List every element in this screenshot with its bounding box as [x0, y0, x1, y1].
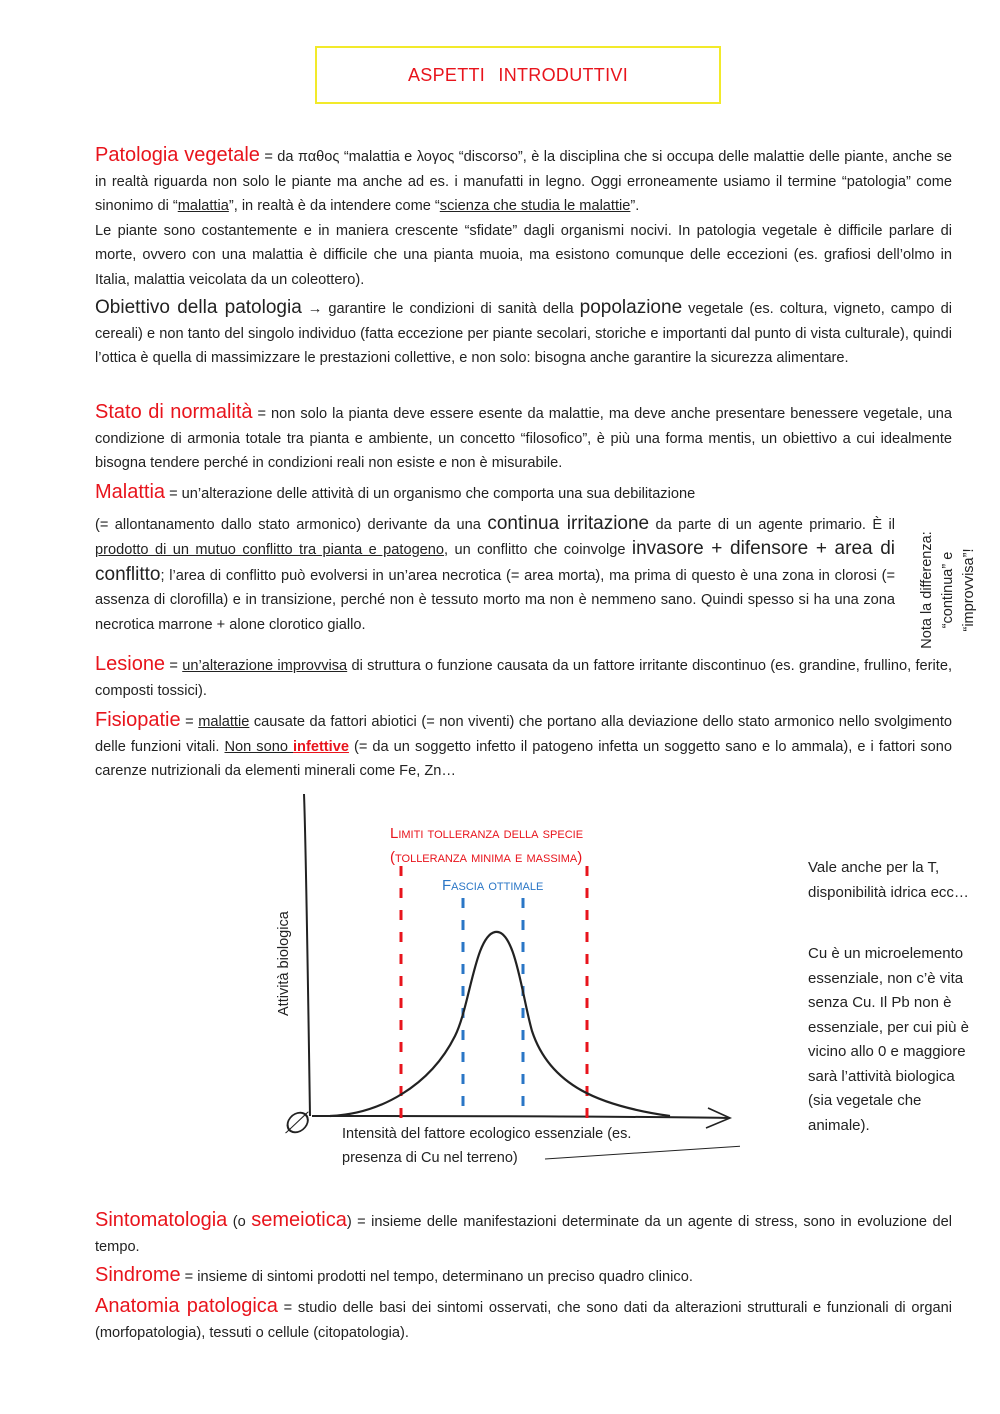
emphasis-popolazione: popolazione — [579, 297, 683, 318]
text: = insieme di sintomi prodotti nel tempo, determinano un preciso quadro clinico. — [180, 1269, 693, 1285]
optimal-band-label: Fascia ottimale — [442, 877, 544, 894]
x-axis-label — [342, 1122, 631, 1170]
x-axis-label-line1: Intensità del fattore ecologico essenziale (es. — [342, 1126, 632, 1142]
underlined-text: scienza che studia le malattie — [439, 198, 631, 214]
term-stato-normalita: Stato di normalità — [95, 401, 253, 423]
underlined-text: malattie — [198, 714, 250, 730]
side-note — [917, 520, 997, 660]
term-sindrome: Sindrome — [95, 1264, 181, 1286]
tolerance-limits-label — [390, 822, 583, 870]
activity-curve — [330, 932, 670, 1116]
text: di struttura o funzione causata da un fattore irritante discontinuo (es. grandine, frullino, ferite, composti tossici). — [95, 658, 952, 699]
text: = un’alterazione delle attività di un organismo che comporta una sua debilitazione — [165, 486, 696, 502]
emphasis-invasore-difensore: invasore + difensore + area di conflitto — [95, 538, 896, 585]
underlined-text: un’alterazione improvvisa — [182, 658, 348, 674]
underlined-text: malattia — [177, 198, 229, 214]
text: vegetale (es. coltura, vigneto, campo di cereali) e non tanto del singolo individuo (fatta eccezione per piante secolari, storiche e importanti dal punto di vista culturale), quindi l’ottica è quella di massimizzare le prestazioni collettive, e non solo: bisogna anche garantire la sicurezza alimentare. — [95, 301, 952, 366]
text: → garantire le condizioni di sanità della — [301, 301, 580, 317]
term-malattia: Malattia — [95, 481, 166, 503]
term-sintomatologia: Sintomatologia — [95, 1209, 228, 1231]
text: = studio delle basi dei sintomi osservati, che sono dati da alterazioni strutturali e funzionali di organi (morfopatologia), tessuti o cellule (citopatologia). — [95, 1300, 952, 1341]
term-anatomia-patologica: Anatomia patologica — [95, 1295, 278, 1317]
text: da parte di un agente primario. È il — [649, 516, 895, 533]
text: (= allontanamento dallo stato armonico) derivante da una — [95, 516, 488, 533]
tolerance-curve-figure — [260, 786, 740, 1176]
paragraph-sindrome — [95, 1263, 952, 1290]
term-fisiopatie: Fisiopatie — [95, 709, 181, 731]
paragraph-sintomatologia — [95, 1208, 952, 1259]
paragraph-lesione — [95, 652, 952, 703]
x-axis-label-line2: presenza di Cu nel terreno) — [342, 1150, 518, 1166]
y-axis — [304, 794, 310, 1116]
text: Le piante sono costantemente e in maniera crescente “sfidate” dagli organismi nocivi. In patologia vegetale è difficile parlare di morte, ovvero con una malattia è difficile che una pianta muoia, ma esistono comunque delle eccezioni (es. grafiosi dell’olmo in Italia, malattia veicolata da un coleottero). — [95, 222, 952, 288]
aside-note-copper: Cu è un microelemento essenziale, non c’è vita senza Cu. Il Pb non è essenziale, per cui più è vicino allo 0 e maggiore sarà l’attività biologica (sia vegetale che animale). — [808, 945, 969, 1134]
underlined-text: prodotto di un mutuo conflitto tra pianta e patogeno — [95, 542, 445, 558]
tolerance-limits-label-line2: (tolleranza minima e massima) — [390, 849, 583, 866]
paragraph-patologia-vegetale — [95, 143, 952, 292]
text: = da παθος “malattia e λογος “discorso”, è la disciplina che si occupa delle malattie delle piante, anche se in realtà riguarda non solo le piante ma anche ad es. i manufatti in legno. Oggi erroneamente usiamo il termine “patologia” come sinonimo di “ — [95, 149, 952, 214]
emphasis-infettive: infettive — [293, 738, 349, 755]
term-lesione: Lesione — [95, 653, 166, 675]
paragraph-stato-normalita — [95, 400, 952, 476]
origin-label: ∅ — [282, 1106, 309, 1141]
paragraph-obiettivo — [95, 296, 952, 371]
paragraph-fisiopatie — [95, 708, 952, 784]
text: ; l’area di conflitto può evolversi in un’area necrotica (= area morta), ma prima di questo è una zona in clorosi (= assenza di clorofilla) e in transizione, perché non è tessuto morto ma non è nemmeno sano. Quindi spesso si ha una zona necrotica marrone + alone clorotico giallo. — [95, 567, 895, 633]
text: = — [165, 658, 183, 674]
tolerance-limits-label-line1: Limiti tolleranza della specie — [390, 825, 584, 842]
text: ) = insieme delle manifestazioni determinate da un agente di stress, sono in evoluzione del tempo. — [95, 1214, 952, 1255]
text: = — [180, 714, 199, 730]
paragraph-anatomia-patologica — [95, 1294, 952, 1345]
aside-note-temperature: Vale anche per la T, disponibilità idrica ecc… — [808, 859, 969, 901]
text: , un conflitto che coinvolge — [444, 542, 632, 558]
y-axis-label: Attività biologica — [276, 911, 292, 1016]
term-semeiotica: semeiotica — [251, 1209, 347, 1231]
text: ”, in realtà è da intendere come “ — [228, 198, 440, 214]
text: (o — [227, 1214, 252, 1230]
side-note-text: Nota la differenza: “continua” e “improvvisa”! — [919, 531, 977, 649]
emphasis-continua-irritazione: continua irritazione — [487, 512, 650, 534]
underlined-text: Non sono — [224, 738, 293, 755]
text: (= da un soggetto infetto il patogeno infetta un soggetto sano e lo ammala), e i fattori sono carenze nutrizionali da elementi minerali come Fe, Zn… — [95, 738, 952, 779]
text: causate da fattori abiotici (= non viventi) che portano alla deviazione dello stato armonico nello svolgimento delle funzioni vitali. — [95, 714, 952, 755]
text: ”. — [630, 198, 640, 214]
text: = non solo la pianta deve essere esente da malattie, ma deve anche presentare benessere vegetale, una condizione di armonia totale tra pianta e ambiente, un concetto “filosofico”, è più una forma mentis, un obiettivo a cui idealmente bisogna tendere perché in condizioni reali non esiste e non è misurabile. — [95, 406, 952, 471]
page-title: ASPETTI INTRODUTTIVI — [315, 46, 721, 104]
lead-obiettivo: Obiettivo della patologia — [95, 297, 302, 318]
term-patologia-vegetale: Patologia vegetale — [95, 144, 260, 166]
paragraph-malattia — [95, 480, 895, 637]
